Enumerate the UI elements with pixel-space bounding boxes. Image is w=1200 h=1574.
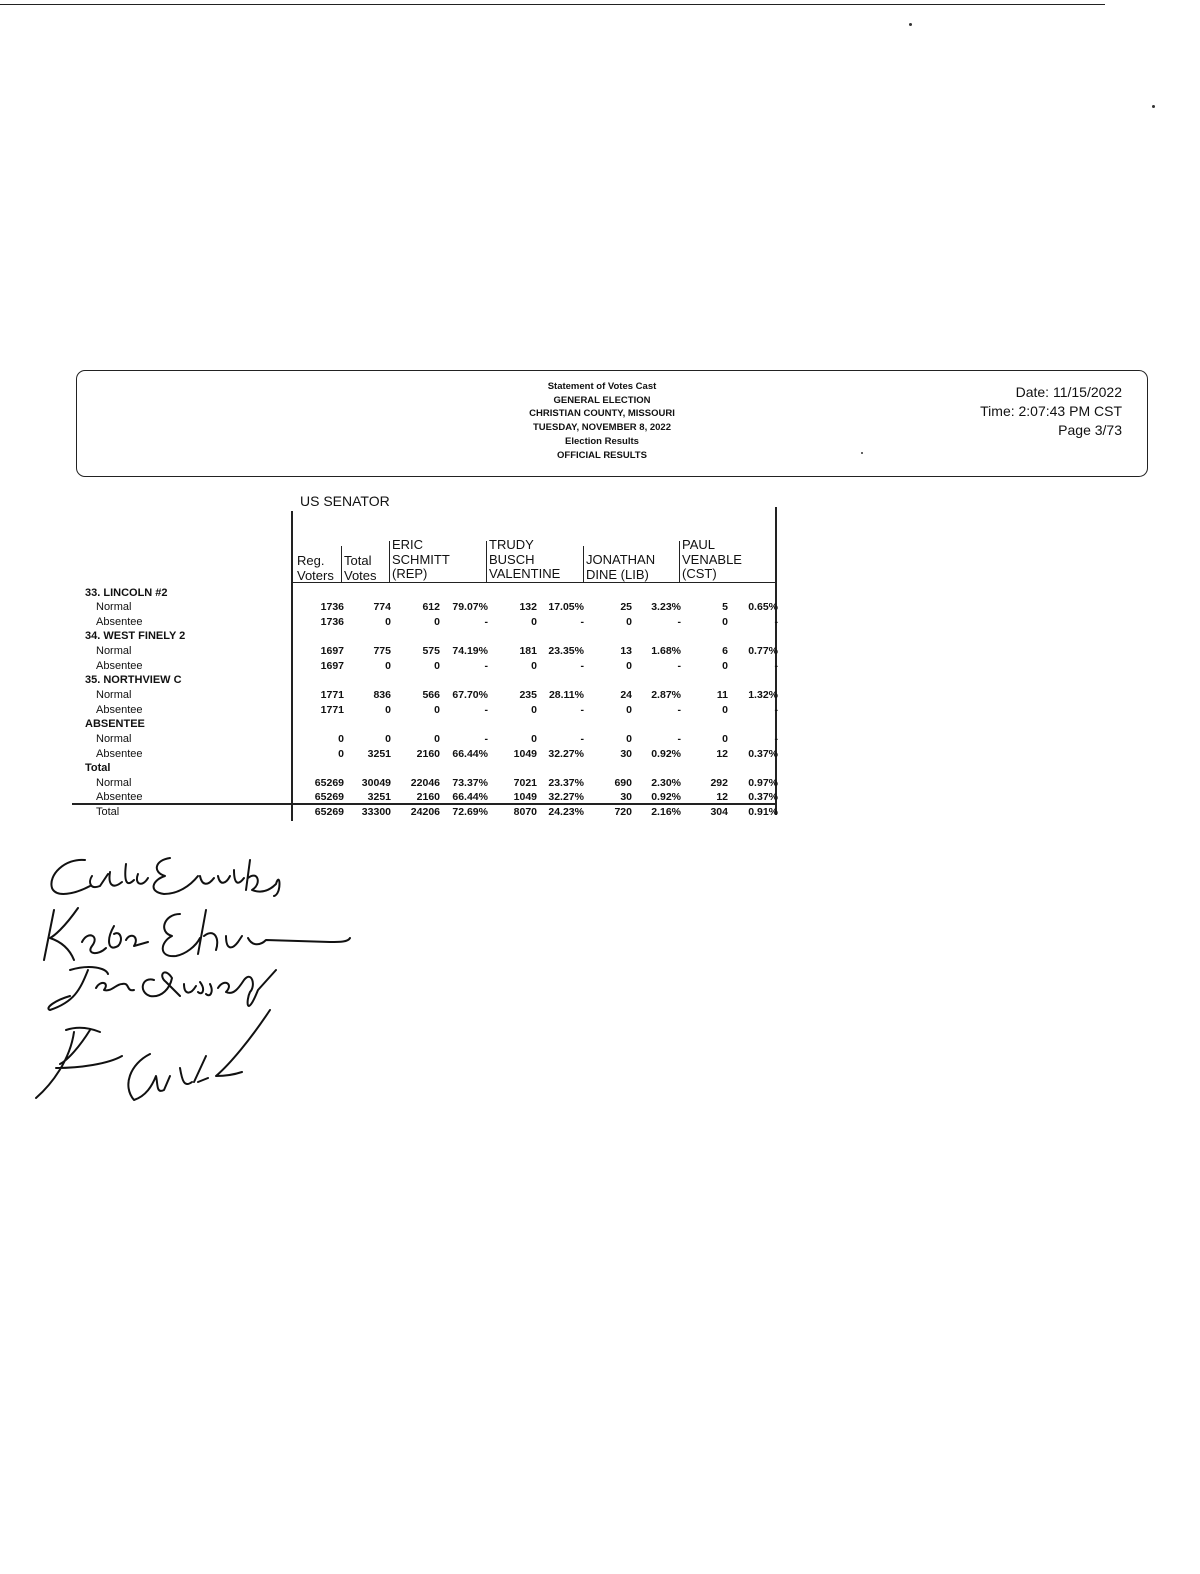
- county-name: CHRISTIAN COUNTY, MISSOURI: [529, 408, 675, 420]
- cell-reg-voters: 65269: [314, 806, 344, 818]
- cell-venable-pct: 0.97%: [748, 777, 778, 789]
- cell-valentine-pct: -: [580, 616, 584, 628]
- cell-schmitt-votes: 566: [422, 689, 440, 701]
- scan-speck: [909, 23, 912, 26]
- cell-schmitt-pct: 66.44%: [452, 748, 488, 760]
- cell-venable-votes: 11: [716, 689, 728, 701]
- cell-venable-pct: 0.37%: [748, 748, 778, 760]
- row-label: 34. WEST FINELY 2: [85, 630, 186, 642]
- cell-valentine-votes: 1049: [513, 791, 537, 803]
- col-schmitt: ERIC SCHMITT (REP): [392, 537, 450, 581]
- cell-schmitt-votes: 575: [422, 645, 440, 657]
- cell-valentine-pct: -: [580, 704, 584, 716]
- cell-valentine-pct: 17.05%: [548, 601, 584, 613]
- table-row: [0, 791, 800, 805]
- table-row: [0, 777, 800, 791]
- row-label: Total: [96, 806, 120, 818]
- cell-venable-pct: 0.91%: [748, 806, 778, 818]
- cell-total-votes: 33300: [361, 806, 391, 818]
- cell-total-votes: 0: [385, 660, 391, 672]
- cell-total-votes: 30049: [361, 777, 391, 789]
- table-row: [0, 645, 800, 659]
- table-group-header: [0, 762, 800, 776]
- row-label: Normal: [96, 601, 132, 613]
- cell-valentine-pct: 23.37%: [548, 777, 584, 789]
- col-tick: [341, 546, 342, 582]
- signature-3: [48, 967, 276, 1010]
- cell-dine-pct: 2.30%: [651, 777, 681, 789]
- cell-dine-votes: 25: [620, 601, 632, 613]
- cell-schmitt-votes: 22046: [410, 777, 440, 789]
- cell-valentine-pct: 23.35%: [548, 645, 584, 657]
- row-label: Absentee: [96, 791, 143, 803]
- table-group-header: [0, 587, 800, 601]
- table-row: [0, 616, 800, 630]
- official-label: OFFICIAL RESULTS: [557, 449, 647, 461]
- cell-schmitt-pct: -: [484, 704, 488, 716]
- cell-total-votes: 775: [373, 645, 391, 657]
- cell-total-votes: 836: [373, 689, 391, 701]
- cell-dine-pct: -: [677, 733, 681, 745]
- cell-reg-voters: 1697: [320, 660, 344, 672]
- cell-valentine-pct: 32.27%: [548, 791, 584, 803]
- cell-schmitt-votes: 0: [434, 660, 440, 672]
- report-date: Date: 11/15/2022: [1015, 384, 1122, 400]
- table-row: [0, 806, 800, 820]
- cell-schmitt-votes: 0: [434, 704, 440, 716]
- cell-reg-voters: 1771: [320, 704, 344, 716]
- table-group-header: [0, 718, 800, 732]
- row-label: Normal: [96, 733, 132, 745]
- signature-4: [36, 1010, 270, 1100]
- row-label: Absentee: [96, 660, 143, 672]
- cell-venable-pct: -: [774, 616, 778, 628]
- cell-dine-votes: 13: [620, 645, 632, 657]
- cell-schmitt-pct: 72.69%: [452, 806, 488, 818]
- cell-total-votes: 3251: [367, 748, 391, 760]
- cell-dine-pct: 3.23%: [651, 601, 681, 613]
- cell-total-votes: 3251: [367, 791, 391, 803]
- row-label: Normal: [96, 689, 132, 701]
- table-group-header: [0, 674, 800, 688]
- cell-dine-pct: -: [677, 660, 681, 672]
- col-tick: [486, 541, 487, 582]
- election-name: GENERAL ELECTION: [553, 394, 651, 406]
- cell-schmitt-votes: 0: [434, 616, 440, 628]
- cell-valentine-pct: 32.27%: [548, 748, 584, 760]
- report-title: Statement of Votes Cast: [547, 381, 657, 392]
- cell-venable-votes: 292: [710, 777, 728, 789]
- row-label: Absentee: [96, 748, 143, 760]
- cell-valentine-votes: 0: [531, 704, 537, 716]
- col-tick: [679, 541, 680, 582]
- row-label: Absentee: [96, 616, 143, 628]
- cell-venable-pct: 0.65%: [748, 601, 778, 613]
- cell-dine-pct: 1.68%: [651, 645, 681, 657]
- table-row: [0, 748, 800, 762]
- signature-1: [51, 858, 279, 896]
- col-tick: [583, 546, 584, 582]
- report-title-block: [477, 380, 727, 462]
- cell-total-votes: 0: [385, 616, 391, 628]
- cell-schmitt-votes: 0: [434, 733, 440, 745]
- cell-schmitt-pct: 67.70%: [452, 689, 488, 701]
- cell-venable-votes: 0: [722, 704, 728, 716]
- table-row: [0, 704, 800, 718]
- row-label: 35. NORTHVIEW C: [85, 674, 182, 686]
- cell-schmitt-votes: 24206: [410, 806, 440, 818]
- cell-valentine-pct: 28.11%: [548, 689, 584, 701]
- cell-schmitt-pct: 79.07%: [452, 601, 488, 613]
- cell-dine-votes: 24: [620, 689, 632, 701]
- cell-venable-votes: 304: [710, 806, 728, 818]
- col-venable: PAUL VENABLE (CST): [682, 537, 742, 581]
- results-label: Election Results: [565, 435, 639, 447]
- report-header: [76, 370, 1148, 477]
- cell-schmitt-pct: -: [484, 733, 488, 745]
- cell-dine-votes: 720: [614, 806, 632, 818]
- cell-schmitt-votes: 2160: [416, 791, 440, 803]
- cell-dine-votes: 690: [614, 777, 632, 789]
- cell-valentine-pct: 24.23%: [548, 806, 584, 818]
- cell-venable-pct: -: [774, 704, 778, 716]
- cell-reg-voters: 65269: [314, 777, 344, 789]
- contest-title: US SENATOR: [300, 493, 390, 509]
- cell-dine-pct: -: [677, 616, 681, 628]
- cell-venable-votes: 6: [722, 645, 728, 657]
- cell-reg-voters: 1771: [320, 689, 344, 701]
- table-group-header: [0, 630, 800, 644]
- table-row: [0, 660, 800, 674]
- cell-reg-voters: 0: [338, 748, 344, 760]
- signatures: [30, 850, 370, 1110]
- table-row: [0, 689, 800, 703]
- cell-reg-voters: 1736: [320, 616, 344, 628]
- cell-valentine-pct: -: [580, 660, 584, 672]
- cell-reg-voters: 65269: [314, 791, 344, 803]
- col-reg-voters: Reg. Voters: [297, 553, 334, 583]
- cell-venable-votes: 0: [722, 660, 728, 672]
- cell-schmitt-pct: -: [484, 616, 488, 628]
- scan-speck: [861, 452, 863, 454]
- cell-valentine-votes: 235: [519, 689, 537, 701]
- table-row: [0, 601, 800, 615]
- cell-dine-votes: 30: [620, 791, 632, 803]
- cell-venable-pct: 0.37%: [748, 791, 778, 803]
- cell-dine-votes: 0: [626, 660, 632, 672]
- cell-reg-voters: 1736: [320, 601, 344, 613]
- cell-dine-pct: 0.92%: [651, 791, 681, 803]
- col-valentine: TRUDY BUSCH VALENTINE: [489, 537, 561, 581]
- col-total-votes: Total Votes: [344, 553, 377, 583]
- scan-top-rule: [0, 4, 1105, 5]
- cell-reg-voters: 1697: [320, 645, 344, 657]
- cell-dine-votes: 0: [626, 704, 632, 716]
- row-label: 33. LINCOLN #2: [85, 587, 168, 599]
- cell-valentine-votes: 0: [531, 733, 537, 745]
- cell-schmitt-pct: 66.44%: [452, 791, 488, 803]
- cell-valentine-votes: 132: [519, 601, 537, 613]
- cell-dine-pct: 2.87%: [651, 689, 681, 701]
- cell-schmitt-votes: 612: [422, 601, 440, 613]
- cell-venable-votes: 5: [722, 601, 728, 613]
- cell-total-votes: 0: [385, 704, 391, 716]
- cell-venable-pct: 0.77%: [748, 645, 778, 657]
- cell-venable-votes: 12: [716, 748, 728, 760]
- cell-dine-pct: 0.92%: [651, 748, 681, 760]
- row-label: Normal: [96, 777, 132, 789]
- cell-venable-pct: 1.32%: [748, 689, 778, 701]
- page-number: Page 3/73: [1058, 422, 1122, 438]
- cell-dine-votes: 0: [626, 616, 632, 628]
- row-label: Total: [85, 762, 111, 774]
- cell-dine-votes: 0: [626, 733, 632, 745]
- cell-valentine-votes: 0: [531, 616, 537, 628]
- cell-schmitt-pct: 74.19%: [452, 645, 488, 657]
- cell-venable-pct: -: [774, 660, 778, 672]
- cell-total-votes: 0: [385, 733, 391, 745]
- scan-speck: [1152, 105, 1155, 108]
- col-dine: JONATHAN DINE (LIB): [586, 552, 656, 582]
- cell-venable-pct: -: [774, 733, 778, 745]
- cell-venable-votes: 0: [722, 616, 728, 628]
- cell-valentine-votes: 8070: [513, 806, 537, 818]
- cell-reg-voters: 0: [338, 733, 344, 745]
- cell-valentine-pct: -: [580, 733, 584, 745]
- row-label: ABSENTEE: [85, 718, 145, 730]
- table-row: [0, 733, 800, 747]
- election-date: TUESDAY, NOVEMBER 8, 2022: [533, 422, 671, 434]
- cell-total-votes: 774: [373, 601, 391, 613]
- cell-valentine-votes: 1049: [513, 748, 537, 760]
- signature-2: [44, 908, 350, 960]
- cell-dine-pct: 2.16%: [651, 806, 681, 818]
- row-label: Normal: [96, 645, 132, 657]
- cell-schmitt-votes: 2160: [416, 748, 440, 760]
- report-time: Time: 2:07:43 PM CST: [980, 403, 1122, 419]
- cell-dine-votes: 30: [620, 748, 632, 760]
- cell-venable-votes: 12: [716, 791, 728, 803]
- cell-valentine-votes: 0: [531, 660, 537, 672]
- cell-schmitt-pct: 73.37%: [452, 777, 488, 789]
- report-meta: [980, 383, 1122, 440]
- cell-dine-pct: -: [677, 704, 681, 716]
- row-label: Absentee: [96, 704, 143, 716]
- cell-venable-votes: 0: [722, 733, 728, 745]
- cell-valentine-votes: 7021: [513, 777, 537, 789]
- col-tick: [389, 541, 390, 582]
- cell-valentine-votes: 181: [519, 645, 537, 657]
- cell-schmitt-pct: -: [484, 660, 488, 672]
